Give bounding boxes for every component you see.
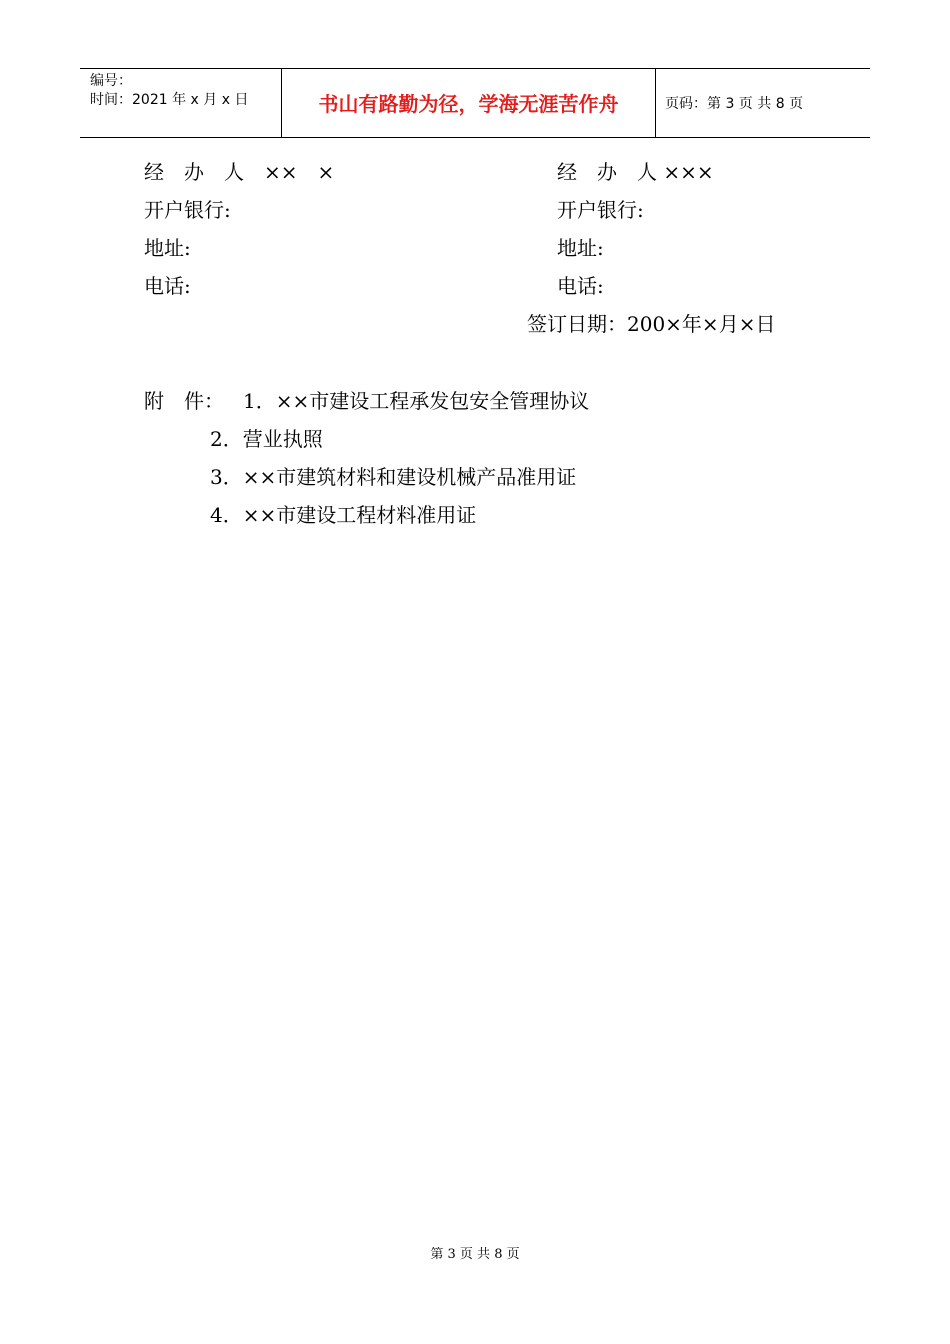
right-phone: 电话: — [557, 274, 604, 298]
left-bank: 开户银行: — [144, 198, 231, 222]
attachment-item: 3．××市建筑材料和建设机械产品准用证 — [210, 465, 577, 489]
right-address: 地址: — [557, 236, 604, 260]
document-number-label: 编号： — [90, 73, 132, 89]
left-phone: 电话: — [144, 274, 191, 298]
header-info-cell — [80, 69, 281, 137]
page-header — [80, 68, 870, 138]
right-bank: 开户银行: — [557, 198, 644, 222]
header-page-label: 页码：第 3 页 共 8 页 — [665, 96, 804, 112]
document-time-label: 时间：2021 年 x 月 x 日 — [90, 92, 249, 108]
sign-date: 签订日期：200×年×月×日 — [527, 312, 776, 336]
attachment-item: 4．××市建设工程材料准用证 — [210, 503, 477, 527]
attachment-item: 1．××市建设工程承发包安全管理协议 — [243, 389, 590, 413]
page-footer: 第 3 页 共 8 页 — [430, 1247, 520, 1262]
attachment-item: 2．营业执照 — [210, 427, 323, 451]
header-motto-cell — [281, 69, 656, 137]
left-address: 地址: — [144, 236, 191, 260]
header-motto: 书山有路勤为径，学海无涯苦作舟 — [318, 92, 619, 116]
header-page-cell — [655, 69, 870, 137]
attachments-label: 附 件： — [144, 389, 224, 413]
right-handler: 经 办 人 ××× — [557, 160, 714, 184]
left-handler: 经 办 人 ×× × — [144, 160, 335, 184]
